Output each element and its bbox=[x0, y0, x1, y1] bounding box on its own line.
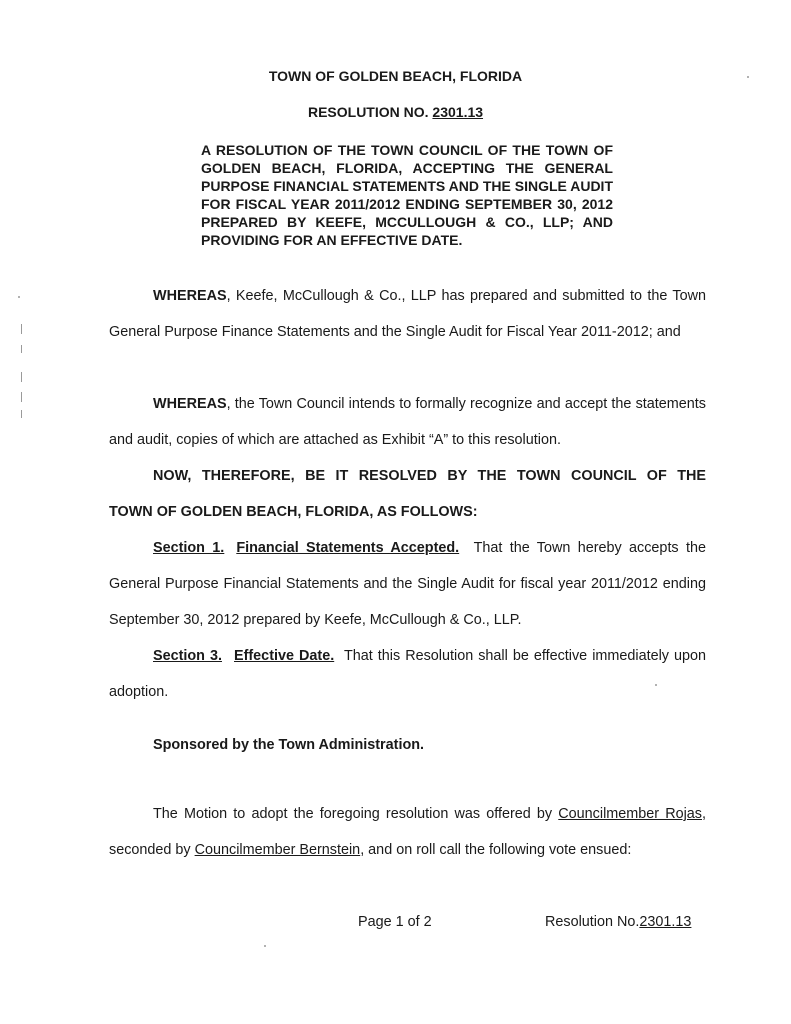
resolved-line-1: NOW, THEREFORE, BE IT RESOLVED BY THE TOWN COUNCIL OF THE bbox=[153, 468, 706, 484]
scan-mark bbox=[21, 324, 22, 334]
whereas-paragraph-2 bbox=[109, 386, 706, 458]
footer-page-number: Page 1 of 2 bbox=[358, 914, 432, 930]
scan-dot bbox=[655, 684, 657, 686]
footer-resolution-label: Resolution No. bbox=[545, 914, 640, 930]
whereas-lead-2: WHEREAS bbox=[153, 396, 227, 412]
resolution-number: 2301.13 bbox=[432, 104, 484, 120]
scan-mark bbox=[21, 372, 22, 382]
resolution-label: RESOLUTION NO. bbox=[307, 104, 429, 120]
section-1-label: Section 1. bbox=[153, 540, 225, 556]
resolved-line-2: TOWN OF GOLDEN BEACH, FLORIDA, AS FOLLOWS: bbox=[109, 504, 478, 520]
resolution-heading bbox=[0, 104, 791, 120]
section-1-text: That the Town hereby accepts the General Purpose Financial Statements and the Single Audit for fiscal year 2011/2012 ending September 30, 2012 prepared by Keefe, McCullough & Co., LLP. bbox=[109, 540, 706, 628]
whereas-text-2: , the Town Council intends to formally recognize and accept the statements and audit, copies of which are attached as Exhibit “A” to this resolution. bbox=[109, 396, 706, 448]
motion-seconder: Councilmember Bernstein bbox=[194, 842, 361, 858]
footer-resolution-number: 2301.13 bbox=[639, 914, 692, 930]
scan-mark bbox=[21, 410, 22, 418]
section-3-heading: Effective Date. bbox=[234, 648, 335, 664]
whereas-text-1: , Keefe, McCullough & Co., LLP has prepared and submitted to the Town General Purpose Finance Statements and the Single Audit for Fiscal Year 2011-2012; and bbox=[109, 288, 706, 340]
town-title: TOWN OF GOLDEN BEACH, FLORIDA bbox=[268, 68, 523, 84]
resolution-title-block: A RESOLUTION OF THE TOWN COUNCIL OF THE TOWN OF GOLDEN BEACH, FLORIDA, ACCEPTING THE GENERAL PURPOSE FINANCIAL STATEMENTS AND THE SINGLE AUDIT FOR FISCAL YEAR 2011/2012 ENDING SEPTEMBER 30, 2012 PREPARED BY KEEFE, MCCULLOUGH & CO., LLP; AND PROVIDING FOR AN EFFECTIVE DATE. bbox=[201, 142, 613, 248]
whereas-paragraph-1 bbox=[109, 278, 706, 350]
scan-dot bbox=[264, 945, 266, 947]
motion-paragraph: The Motion to adopt the foregoing resolution was offered by Councilmember Rojas, seconded by Councilmember Bernstein, and on roll call the following vote ensued: bbox=[109, 806, 706, 858]
section-1-heading: Financial Statements Accepted. bbox=[236, 540, 460, 556]
section-1-paragraph bbox=[109, 530, 706, 638]
whereas-lead-1: WHEREAS bbox=[153, 288, 227, 304]
motion-mover: Councilmember Rojas bbox=[558, 806, 702, 822]
section-3-label: Section 3. bbox=[153, 648, 222, 664]
scan-dot bbox=[18, 296, 20, 298]
scan-mark bbox=[21, 392, 22, 402]
section-3-paragraph bbox=[109, 638, 706, 710]
scan-dot bbox=[747, 76, 749, 78]
section-3-text: That this Resolution shall be effective immediately upon adoption. bbox=[109, 648, 706, 700]
sponsor-line: Sponsored by the Town Administration. bbox=[153, 737, 425, 753]
scan-mark bbox=[21, 345, 22, 353]
footer-resolution bbox=[545, 914, 691, 930]
